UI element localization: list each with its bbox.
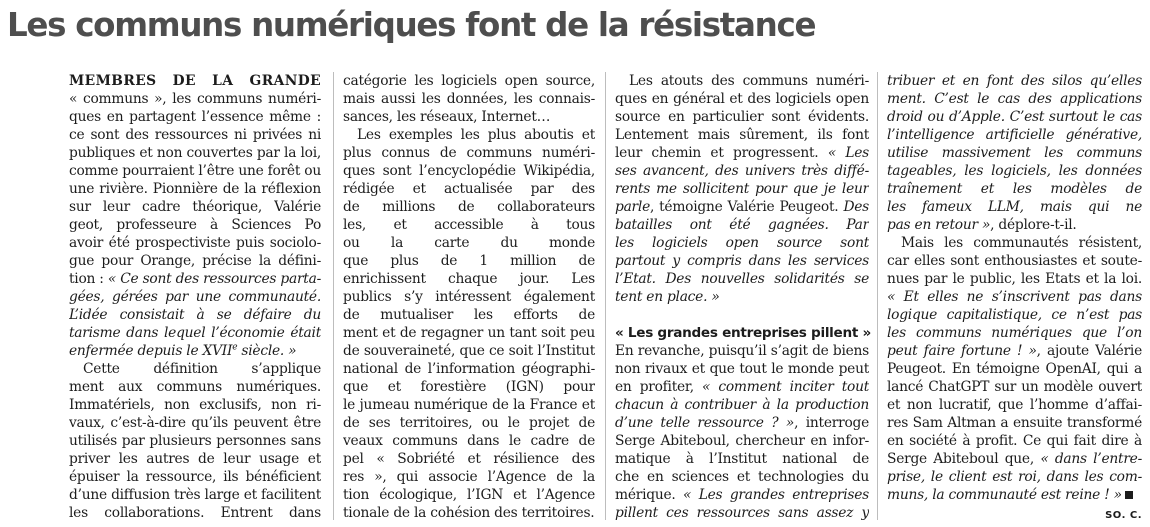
text-run: leur chemin et progressent. (615, 145, 828, 161)
text-line (887, 486, 1142, 504)
text-line (343, 216, 595, 234)
text-run: source en particulier sont évidents. (615, 109, 869, 125)
article-column-3 (615, 72, 869, 520)
end-of-article-mark (1125, 491, 1133, 499)
quote-text: tarisme dans lequel l’économie était (69, 325, 321, 341)
text-line (69, 288, 321, 306)
text-line (887, 216, 1142, 234)
text-line (69, 324, 321, 342)
text-run: ment aux communs numériques. (69, 379, 321, 395)
text-line (887, 180, 1142, 198)
text-line (615, 198, 869, 216)
text-line (69, 414, 321, 432)
quote-text: gées, gérées par une communauté. (69, 289, 321, 305)
quote-text: parle (615, 199, 650, 215)
text-line (615, 306, 869, 324)
quote-text: enfermée depuis le XVII (69, 343, 233, 359)
text-line (887, 198, 1142, 216)
text-line (343, 180, 595, 198)
text-line (69, 72, 321, 90)
text-line (69, 450, 321, 468)
text-run: le jumeau numérique de la France et (343, 397, 595, 413)
text-line (69, 216, 321, 234)
text-line (887, 450, 1142, 468)
text-line (69, 270, 321, 288)
text-line (69, 432, 321, 450)
text-run: que et forestière (IGN) pour (343, 379, 595, 395)
text-line (615, 144, 869, 162)
quote-text: L’idée consistait à se défaire du (69, 307, 321, 323)
text-run: gue pour Orange, précise la défini- (69, 253, 321, 269)
text-line (615, 126, 869, 144)
text-line (69, 486, 321, 504)
text-run: mais aussi les données, les connais- (343, 91, 595, 107)
text-run: ques sont l’encyclopédie Wikipédia, (343, 163, 595, 179)
quote-text: muns, la communauté est reine ! » (887, 487, 1122, 503)
article-column-4 (887, 72, 1142, 520)
text-line (343, 504, 595, 522)
text-line (343, 162, 595, 180)
section-subheading (615, 324, 869, 342)
text-run: catégorie les logiciels open source, (343, 73, 595, 89)
text-line (343, 324, 595, 342)
text-line (615, 180, 869, 198)
text-line (343, 396, 595, 414)
text-line (343, 126, 595, 144)
quote-text: « dans l’entre- (1040, 451, 1142, 467)
text-run: nues par le public, les Etats et la loi. (887, 271, 1142, 287)
text-run: que plus de 1 million de (343, 253, 595, 269)
text-run: matique à l’Institut national de (615, 451, 869, 467)
quote-text: ses avancent, des univers très diffé- (615, 163, 869, 179)
text-line (69, 144, 321, 162)
text-line (343, 198, 595, 216)
text-run: che en sciences et technologies du (615, 469, 869, 485)
text-run: de millions de collaborateurs (343, 199, 595, 215)
text-line (887, 234, 1142, 252)
text-run: utilisés par plusieurs personnes sans (69, 433, 321, 449)
text-line (887, 288, 1142, 306)
author-signature: SO. C. (1105, 510, 1142, 521)
text-line (615, 234, 869, 252)
text-line (887, 396, 1142, 414)
text-run: en société à profit. Ce qui fait dire à (887, 433, 1142, 449)
text-line (69, 504, 321, 522)
text-line (69, 234, 321, 252)
text-line (887, 90, 1142, 108)
quote-text: logique capitalistique, ce n’est pas (887, 307, 1142, 323)
quote-text: peut faire fortune ! » (887, 343, 1037, 359)
text-line (69, 306, 321, 324)
text-line (343, 486, 595, 504)
quote-text: batailles ont été gagnées. Par (615, 217, 869, 233)
quote-text: tent en place. » (615, 289, 720, 305)
quote-text: tageables, les logiciels, les données (887, 163, 1142, 179)
text-line (343, 252, 595, 270)
quote-text: d’une telle ressource ? » (615, 415, 795, 431)
quote-text: droid ou d’Apple. C’est surtout le cas (887, 109, 1142, 125)
text-line (615, 450, 869, 468)
quote-text: pas en retour » (887, 217, 991, 233)
quote-text: « Les (827, 145, 869, 161)
text-line (887, 378, 1142, 396)
text-line (343, 432, 595, 450)
text-run: car elles sont enthousiastes et soute- (887, 253, 1142, 269)
quote-text: tribuer et en font des silos qu’elles (887, 73, 1142, 89)
text-line (343, 144, 595, 162)
text-line (69, 162, 321, 180)
text-line (615, 90, 869, 108)
text-line (887, 72, 1142, 90)
lead-in-text: MEMBRES DE LA GRANDE (69, 73, 321, 89)
quote-text: les fameux LLM, mais qui ne (887, 199, 1142, 215)
text-line (887, 360, 1142, 378)
text-run: comme pourraient l’être une forêt ou (69, 163, 321, 179)
text-run: et non lucratif, que l’homme d’affai- (887, 397, 1142, 413)
text-line (615, 468, 869, 486)
text-run: vaux, c’est-à-dire qu’ils peuvent être (69, 415, 321, 431)
text-run: Mais les communautés résistent, (901, 235, 1142, 251)
text-line (343, 378, 595, 396)
text-run: une rivière. Pionnière de la réflexion (69, 181, 321, 197)
text-run: En revanche, puisqu’il s’agit de biens (615, 343, 869, 359)
quote-text: traînement et les modèles de (887, 181, 1142, 197)
quote-text: l’Etat. Des nouvelles solidarités se (615, 271, 869, 287)
text-line (887, 144, 1142, 162)
text-run: geot, professeure à Sciences Po (69, 217, 321, 233)
column-divider (605, 72, 606, 520)
text-run: Lentement mais sûrement, ils font (615, 127, 869, 143)
quote-text: les communs numériques que l’on (887, 325, 1142, 341)
text-line (343, 342, 595, 360)
article-headline: Les communs numériques font de la résistance (7, 6, 816, 44)
text-run: sur leur cadre théorique, Valérie (69, 199, 321, 215)
text-line (615, 360, 869, 378)
text-line (69, 90, 321, 108)
text-run: de mutualiser les efforts de (343, 307, 595, 323)
text-line (615, 162, 869, 180)
text-line (887, 126, 1142, 144)
text-line (343, 288, 595, 306)
text-line (343, 360, 595, 378)
text-run: les, et accessible à tous (343, 217, 595, 233)
text-run: rédigée et actualisée par des (343, 181, 595, 197)
text-run: enrichissent chaque jour. Les (343, 271, 595, 287)
quote-text: « Ce sont des ressources parta- (107, 271, 321, 287)
text-line (615, 270, 869, 288)
text-run: tion écologique, l’IGN et l’Agence (343, 487, 595, 503)
subheading-text: « Les grandes entreprises pillent » (615, 325, 871, 341)
text-run: ou la carte du monde (343, 235, 595, 251)
text-line (343, 234, 595, 252)
text-line (615, 108, 869, 126)
text-run: res Sam Altman a ensuite transformé (887, 415, 1142, 431)
text-run: sances, les réseaux, Internet… (343, 109, 551, 125)
text-run: tionale de la cohésion des territoires. (343, 505, 595, 521)
text-run: mérique. (615, 487, 684, 503)
text-run: lancé ChatGPT sur un modèle ouvert (887, 379, 1142, 395)
text-run: épuiser la ressource, ils bénéficient (69, 469, 321, 485)
text-run: pel « Sobriété et résilience des (343, 451, 595, 467)
text-line (615, 414, 869, 432)
text-run: ce sont des ressources ni privées ni (69, 127, 321, 143)
text-run: publiques et non couvertes par la loi, (69, 145, 321, 161)
text-run: Les atouts des communs numéri- (629, 73, 869, 89)
text-line (69, 378, 321, 396)
text-run: les collaborations. Entrent dans (69, 505, 321, 521)
text-line (343, 468, 595, 486)
quote-text: siècle. » (237, 343, 297, 359)
article-column-2 (343, 72, 595, 520)
text-run: national de l’information géographi- (343, 361, 595, 377)
text-line (887, 468, 1142, 486)
text-line (343, 450, 595, 468)
text-line (69, 360, 321, 378)
text-line (615, 216, 869, 234)
text-run: ment et de regagner un tant soit peu (343, 325, 595, 341)
text-run: ques en général et des logiciels open (615, 91, 869, 107)
quote-text: prise, le client est roi, dans les com- (887, 469, 1142, 485)
text-run: non rivaux et que tout le monde peut (615, 361, 869, 377)
quote-text: chacun à contribuer à la production (615, 397, 869, 413)
text-line (887, 270, 1142, 288)
text-run: publics s’y intéressent également (343, 289, 595, 305)
text-run: de ses territoires, ou le projet de (343, 415, 595, 431)
text-run: , ajoute Valérie (1036, 343, 1142, 359)
text-line (343, 306, 595, 324)
text-run: de souveraineté, que ce soit l’Institut (343, 343, 595, 359)
text-line (343, 72, 595, 90)
text-line (615, 252, 869, 270)
text-run: en profiter, (615, 379, 703, 395)
quote-text: ment. C’est le cas des applications (887, 91, 1142, 107)
text-line (615, 486, 869, 504)
text-run: plus connus de communs numéri- (343, 145, 595, 161)
text-run: d’une diffusion très large et facilitent (69, 487, 321, 503)
text-line (887, 252, 1142, 270)
text-line (343, 108, 595, 126)
article-column-1 (69, 72, 321, 520)
text-line (615, 378, 869, 396)
text-run: avoir été prospectiviste puis sociolo- (69, 235, 321, 251)
text-line (69, 180, 321, 198)
text-run: Serge Abiteboul, chercheur en infor- (615, 433, 869, 449)
text-run: Peugeot. En témoigne OpenAI, qui a (887, 361, 1142, 377)
text-run: priver les autres de leur usage et (69, 451, 321, 467)
text-line (615, 342, 869, 360)
text-run: ques en partagent l’essence même : (69, 109, 321, 125)
quote-text: « Les grandes entreprises (683, 487, 869, 503)
text-run: , interroge (794, 415, 869, 431)
text-run: Immatériels, non exclusifs, non ri- (69, 397, 321, 413)
text-line (615, 288, 869, 306)
text-line (887, 162, 1142, 180)
text-line (69, 126, 321, 144)
text-line (887, 108, 1142, 126)
text-line (887, 414, 1142, 432)
text-run: Cette définition s’applique (83, 361, 321, 377)
column-divider (333, 72, 334, 520)
text-line (343, 90, 595, 108)
quote-text: rents me sollicitent pour que je leur (615, 181, 869, 197)
text-line (887, 432, 1142, 450)
text-run: tion : (69, 271, 108, 287)
text-line (615, 72, 869, 90)
quote-text: l’intelligence artificielle générative, (887, 127, 1142, 143)
quote-text: pillent ces ressources sans assez y (615, 505, 869, 521)
quote-text: « Et elles ne s’inscrivent pas dans (887, 289, 1142, 305)
text-line (615, 504, 869, 522)
text-line (343, 414, 595, 432)
text-line (69, 198, 321, 216)
quote-text: partout y compris dans les services (615, 253, 869, 269)
text-run: Serge Abiteboul que, (887, 451, 1041, 467)
superscript: e (232, 342, 238, 353)
text-line (69, 252, 321, 270)
text-line (69, 108, 321, 126)
quote-text: Des (843, 199, 869, 215)
text-line (887, 342, 1142, 360)
text-line (615, 396, 869, 414)
text-line (887, 324, 1142, 342)
text-run: , déplore-t-il. (990, 217, 1077, 233)
text-line (343, 270, 595, 288)
text-run: , témoigne Valérie Peugeot. (649, 199, 844, 215)
column-divider (877, 72, 878, 520)
text-line (69, 342, 321, 360)
quote-text: utilise massivement les communs (887, 145, 1142, 161)
text-run: Les exemples les plus aboutis et (357, 127, 595, 143)
quote-text: « comment inciter tout (702, 379, 869, 395)
text-line (887, 306, 1142, 324)
text-line (69, 396, 321, 414)
quote-text: les logiciels open source sont (615, 235, 869, 251)
text-run: « communs », les communs numéri- (69, 91, 321, 107)
text-line (69, 468, 321, 486)
text-run: veaux communs dans le cadre de (343, 433, 595, 449)
text-run: res », qui associe l’Agence de la (343, 469, 595, 485)
text-line (615, 432, 869, 450)
